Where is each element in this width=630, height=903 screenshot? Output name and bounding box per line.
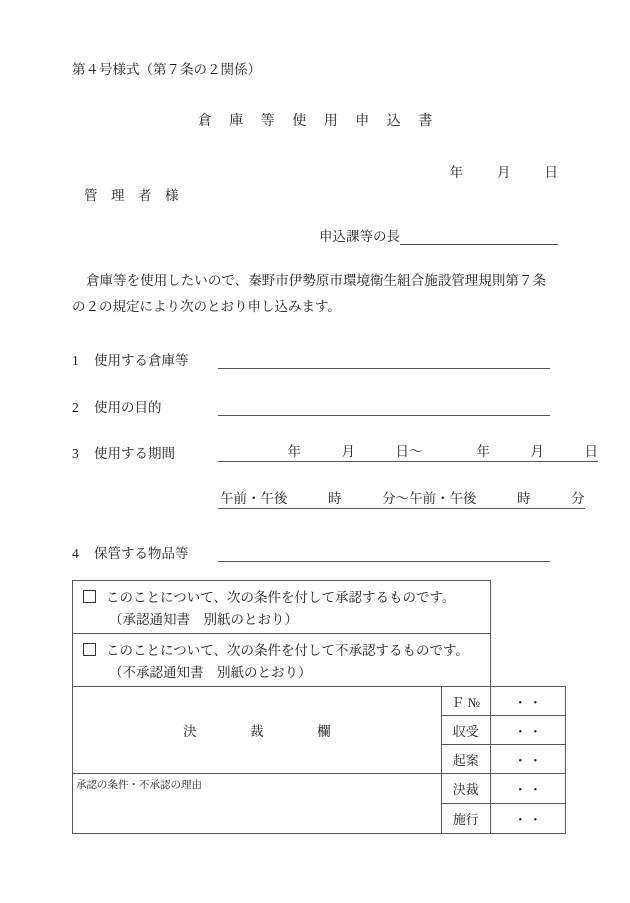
item-3-label: 使用する期間 (94, 446, 175, 461)
date-month-label: 月 (497, 165, 511, 180)
reason-label: 承認の条件・不承認の理由 (76, 780, 202, 791)
decision-table (72, 580, 566, 834)
item-3-time-input[interactable]: 午前・午後 時 分〜午前・午後 時 分 (218, 489, 585, 509)
checkbox-disapprove-icon[interactable] (83, 643, 96, 656)
approval-line-2: （承認通知書 別紙のとおり） (109, 612, 298, 627)
stamp-dot-2: ・ (528, 694, 542, 710)
item-1-input[interactable] (218, 351, 550, 369)
stamp-dot-2: ・ (528, 752, 542, 768)
item-3-number: 3 (72, 446, 79, 461)
page-title (0, 110, 630, 130)
stamp-dot-2: ・ (528, 812, 542, 827)
item-row-1 (72, 349, 550, 369)
stamp-label-enforcement: 施行 (441, 804, 490, 834)
stamp-value-drafting[interactable] (490, 745, 565, 774)
date-line (0, 161, 558, 181)
table-row (73, 581, 566, 634)
applicant-label: 申込課等の長 (319, 229, 400, 244)
addressee: 管 理 者 様 (84, 188, 179, 203)
approval-text-1: このことについて、次の条件を付して承認するものです。 (106, 590, 456, 605)
table-row (73, 687, 566, 716)
table-row (73, 774, 566, 804)
stamp-value-receipt[interactable] (490, 716, 565, 745)
stamp-dot-1: ・ (513, 694, 527, 710)
item-3-date-input[interactable]: 年 月 日〜 年 月 日 (218, 442, 598, 462)
stamp-dot-1: ・ (513, 752, 527, 768)
item-4-input[interactable] (218, 544, 550, 562)
item-2-number: 2 (72, 400, 79, 415)
disapproval-line-1 (83, 640, 490, 662)
stamp-dot-1: ・ (513, 723, 527, 739)
page-title-text: 倉 庫 等 使 用 申 込 書 (197, 114, 440, 129)
disapproval-checkbox-cell[interactable] (73, 634, 491, 687)
item-row-3 (72, 442, 598, 462)
stamp-dot-2: ・ (528, 723, 542, 739)
stamp-label-decision: 決裁 (441, 774, 490, 804)
approval-line-1 (83, 587, 490, 609)
stamp-value-decision[interactable] (490, 774, 565, 804)
item-1-number: 1 (72, 353, 79, 368)
checkbox-approve-icon[interactable] (83, 590, 96, 603)
form-number: 第４号様式（第７条の２関係） (72, 62, 261, 77)
date-day-label: 日 (544, 165, 558, 180)
item-1-label: 使用する倉庫等 (94, 353, 189, 368)
reason-cell[interactable] (73, 774, 442, 834)
applicant-input[interactable] (400, 229, 558, 245)
stamp-dot-1: ・ (513, 812, 527, 827)
stamp-label-f-no: Ｆ № (441, 687, 490, 716)
item-row-3-times (72, 489, 585, 509)
stamp-value-f-no[interactable] (490, 687, 565, 716)
stamp-label-receipt: 収受 (441, 716, 490, 745)
stamp-value-enforcement[interactable] (490, 804, 565, 834)
stamp-label-drafting: 起案 (441, 745, 490, 774)
approval-checkbox-cell[interactable] (73, 581, 491, 634)
stamp-dot-1: ・ (513, 782, 527, 797)
applicant-row (0, 225, 558, 245)
item-4-number: 4 (72, 546, 79, 561)
date-year-label: 年 (449, 165, 463, 180)
decision-column-cell[interactable] (73, 687, 442, 774)
disapproval-line-2: （不承認通知書 別紙のとおり） (109, 665, 312, 680)
item-2-label: 使用の目的 (94, 400, 162, 415)
stamp-dot-2: ・ (528, 782, 542, 797)
disapproval-text-1: このことについて、次の条件を付して不承認するものです。 (106, 643, 469, 658)
body-paragraph: 倉庫等を使用したいので、秦野市伊勢原市環境衛生組合施設管理規則第７条の２の規定により次のとおり申し込みます。 (72, 273, 546, 314)
item-row-2 (72, 396, 550, 416)
decision-column-label: 決 裁 欄 (183, 724, 351, 739)
table-row (73, 634, 566, 687)
item-2-input[interactable] (218, 398, 550, 416)
item-4-label: 保管する物品等 (94, 546, 189, 561)
item-row-4 (72, 542, 550, 562)
